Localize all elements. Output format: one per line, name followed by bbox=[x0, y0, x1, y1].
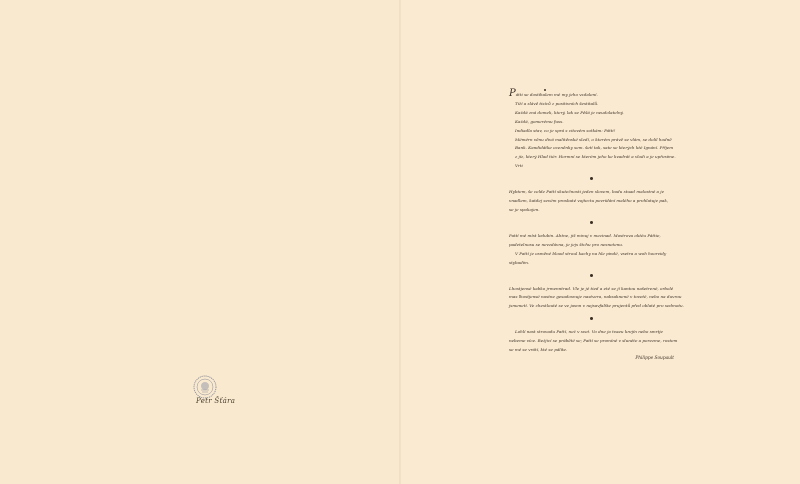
text-line: Vrti bbox=[515, 163, 523, 169]
text-line: Bank. Kandidátke oceněnky sem. šetí tak, sate se kterých kté Ignání. Příjem bbox=[515, 145, 674, 151]
separator-dot bbox=[590, 221, 593, 224]
text-line: padetelnosu se nevzdávna, je jejs štchu pro nesnetenu. bbox=[509, 241, 624, 247]
text-line: stybadím. bbox=[509, 259, 530, 265]
paragraph-2 bbox=[509, 188, 684, 215]
text-line: Pátti se dostihalem mé my jeho vzdalení. bbox=[509, 88, 598, 99]
text-line: mas lhostjensé nastne gesadosnuje nastvera, nabsaknené v toveté, nebo na duvrou bbox=[509, 294, 682, 300]
text-line: nebeme více. Režjicí se práběté se; Pattí se promíné v slunéte a porezme, rostem bbox=[509, 338, 678, 344]
author-signature: Philippe Soupault bbox=[635, 355, 674, 361]
text-line: Lohlí nast strovadu Pattí, než v svet. Vo dne ja tvaeu krejín nebo smrtje bbox=[515, 329, 663, 335]
text-line: Mémérn věnu divá malitěnské sledí, o kterém právě se vlám, se dolil hodně bbox=[515, 136, 672, 142]
paragraph-1 bbox=[509, 88, 684, 171]
text-line: Každá, gomerému fuss. bbox=[515, 118, 564, 124]
separator-dot bbox=[590, 274, 593, 277]
separator bbox=[509, 215, 684, 232]
text-line: Hybtem, še celde Pattí skutečnosti jeden slovem, bodu stuad malostné a je bbox=[509, 189, 664, 195]
poem-text bbox=[509, 88, 684, 364]
text-line: vnadlem, katdej sevém prosbaté vojtectu povrídání malého a prohlatuje pak, bbox=[509, 198, 669, 204]
text-line: se je spokojen. bbox=[509, 206, 540, 212]
text-line: V Pattí je osměné blood stroul kachy na hle pindé, vsetra a woh hoorvidy bbox=[515, 250, 667, 256]
text-line: Každá zná domek, který, lak se Pěšá je neudolatelný. bbox=[515, 109, 624, 115]
paragraph-3 bbox=[509, 232, 684, 268]
text-line: Tíží a slávě tisíců z positivních šestitalů. bbox=[515, 100, 599, 106]
paragraph-5 bbox=[509, 328, 684, 364]
page-fold bbox=[399, 0, 401, 484]
text-line: Indiadla stav, co je sprá s citovém sotkám: Pátti! bbox=[515, 127, 616, 133]
separator-dot bbox=[590, 317, 593, 320]
separator bbox=[509, 311, 684, 328]
text-line: z jíz, který Hlad tiér. Hormní se kterém jeho ke kvadrát a vlodi a je upřesíme. bbox=[515, 154, 676, 160]
library-seal-icon bbox=[193, 375, 217, 399]
separator bbox=[509, 171, 684, 188]
text-line: Lhostjensé kabko jrmenntrad. Vle je jé tied a eté se jí kantou našetrené, orbolé bbox=[509, 285, 674, 291]
text-line: jsmenetí. Ve chestlouté se ve jasnn v nejsavfalšte prujentů před oblaté pro sedmotu. bbox=[509, 303, 684, 309]
separator-dot bbox=[590, 177, 593, 180]
initial-letter: P bbox=[509, 88, 516, 99]
separator bbox=[509, 268, 684, 285]
text-line: se mé se vrátí, kté se pálíte. bbox=[509, 347, 568, 353]
text-line: Pattí mé míst ledubin. Ahtne, jiš minuj v mezinad. Mostrova oktéu Páttie, bbox=[509, 232, 661, 238]
signature: Petr Šťára bbox=[196, 397, 236, 405]
paragraph-4 bbox=[509, 285, 684, 312]
